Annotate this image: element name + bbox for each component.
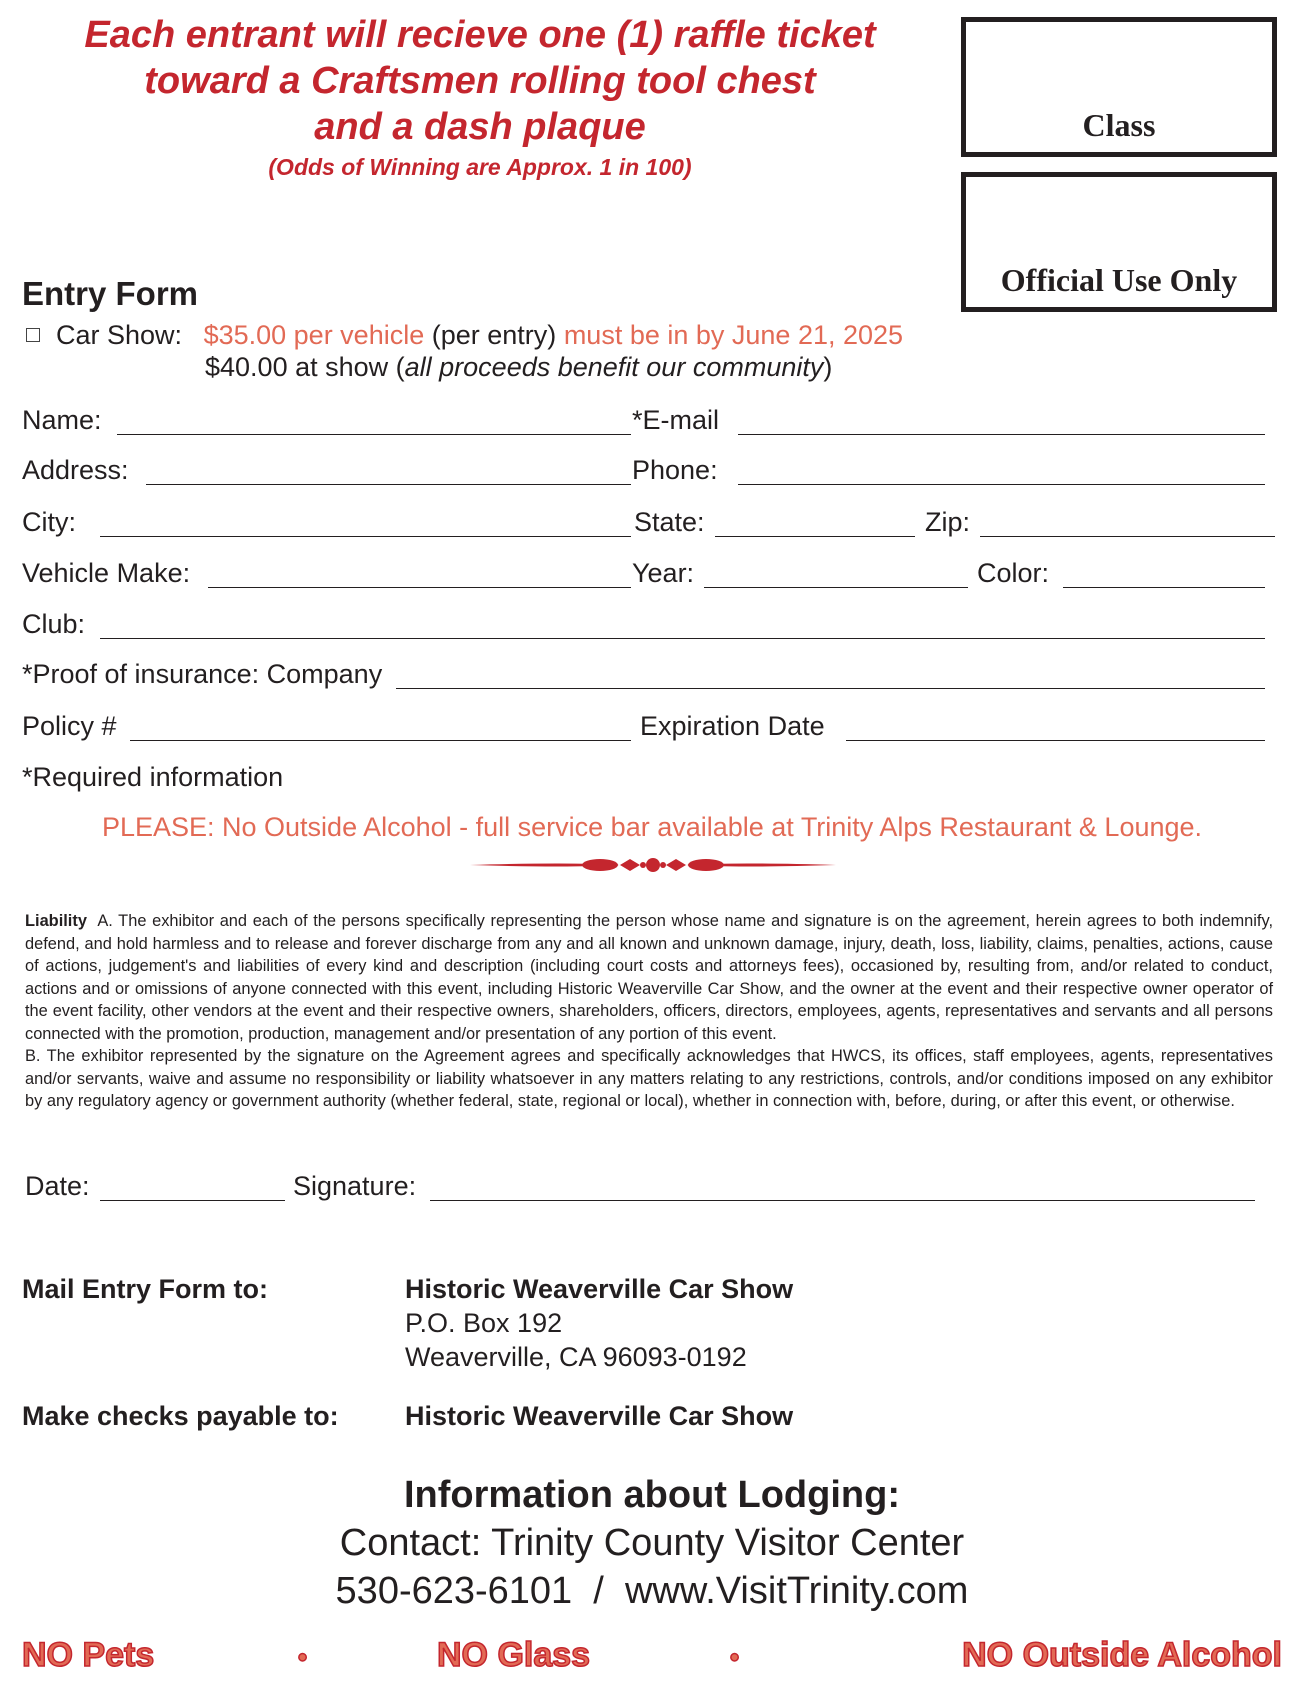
color-field[interactable] xyxy=(1063,587,1265,588)
mail-city: Weaverville, CA 96093-0192 xyxy=(405,1342,747,1372)
raffle-line-3: and a dash plaque xyxy=(314,106,646,148)
liability-part-a: A. The exhibitor and each of the persons specifically representing the person whose name and signature is on the agreement, herein agrees to both indemnify, defend, and hold harmless and to release and forever discharge from any and all known and unknown damage, injury, death, loss, liability, claims, penalties, actions, cause of actions, judgement's and liabilities of every kind and description (including court costs and attorneys fees), occasioned by, resulting from, and/or related to conduct, actions and or omissions of anyone connected with this event, including Historic Weaverville Car Show, and the owner at the event and their respective owner operator of the event facility, other vendors at the event and their respective owners, shareholders, officers, directors, employees, agents, representatives and servants and all persons connected with the promotion, production, management and/or presentation of any portion of this event. xyxy=(25,912,1273,1043)
club-field[interactable] xyxy=(100,638,1265,639)
lodging-contact: Contact: Trinity County Visitor Center xyxy=(339,1522,965,1564)
official-use-label: Official Use Only xyxy=(1000,262,1238,298)
footer-bullet-1: • xyxy=(298,1642,308,1672)
car-show-checkbox[interactable] xyxy=(26,328,40,342)
insurance-company-field[interactable] xyxy=(396,688,1265,689)
class-label: Class xyxy=(1082,107,1156,143)
city-label: City: xyxy=(22,507,76,537)
official-use-box xyxy=(961,172,1277,312)
vehicle-make-label: Vehicle Make: xyxy=(22,558,191,588)
alcohol-notice: PLEASE: No Outside Alcohol - full service bar available at Trinity Alps Restaurant & Lounge. xyxy=(101,812,1203,842)
liability-heading: Liability xyxy=(25,912,87,930)
address-label: Address: xyxy=(22,455,129,485)
mail-po-box: P.O. Box 192 xyxy=(405,1308,563,1338)
raffle-heading xyxy=(20,12,940,150)
club-label: Club: xyxy=(22,609,86,639)
email-field[interactable] xyxy=(738,434,1265,435)
liability-text xyxy=(25,910,1273,1113)
lodging-heading: Information about Lodging: xyxy=(403,1474,900,1516)
footer-bullet-2: • xyxy=(730,1642,740,1672)
phone-field[interactable] xyxy=(738,484,1265,485)
phone-label: Phone: xyxy=(632,455,718,485)
vehicle-make-field[interactable] xyxy=(208,587,631,588)
insurance-label: *Proof of insurance: Company xyxy=(22,659,383,689)
liability-part-b: B. The exhibitor represented by the signature on the Agreement agrees and specifically acknowledges that HWCS, its offices, staff employees, agents, representatives and/or servants, waive and assume no responsibility or liability whatsoever in any matters relating to any restrictions, controls, and/or conditions imposed on any exhibitor by any regulatory agency or government authority (whether federal, state, regional or local), whether in connection with, before, during, or after this event, or otherwise. xyxy=(25,1047,1273,1110)
car-show-deadline: must be in by June 21, 2025 xyxy=(563,320,904,350)
state-label: State: xyxy=(634,507,705,537)
city-field[interactable] xyxy=(100,536,631,537)
email-label: *E-mail xyxy=(632,405,720,435)
class-box[interactable] xyxy=(961,17,1277,157)
footer-no-glass: NO Glass xyxy=(437,1636,591,1674)
name-label: Name: xyxy=(22,405,102,435)
mail-org: Historic Weaverville Car Show xyxy=(405,1274,794,1304)
expiration-field[interactable] xyxy=(846,740,1265,741)
car-show-fee: $35.00 per vehicle xyxy=(203,320,425,350)
car-show-option xyxy=(22,318,903,352)
ornament-divider xyxy=(470,853,836,877)
year-label: Year: xyxy=(632,558,695,588)
signature-field[interactable] xyxy=(430,1200,1255,1201)
footer-no-outside-alcohol: NO Outside Alcohol xyxy=(962,1636,1282,1674)
footer-no-pets: NO Pets xyxy=(22,1636,155,1674)
required-note: *Required information xyxy=(22,762,284,792)
expiration-label: Expiration Date xyxy=(640,711,825,741)
date-field[interactable] xyxy=(100,1200,285,1201)
mail-label: Mail Entry Form to: xyxy=(22,1274,269,1304)
state-field[interactable] xyxy=(715,536,915,537)
raffle-odds: (Odds of Winning are Approx. 1 in 100) xyxy=(268,154,692,180)
checks-org: Historic Weaverville Car Show xyxy=(405,1401,794,1431)
raffle-line-2: toward a Craftsmen rolling tool chest xyxy=(144,60,816,102)
at-show-price: $40.00 at show ( xyxy=(205,352,405,382)
zip-field[interactable] xyxy=(980,536,1275,537)
car-show-per-entry: (per entry) xyxy=(431,320,557,350)
lodging-phone-web: 530-623-6101 / www.VisitTrinity.com xyxy=(335,1570,969,1612)
signature-label: Signature: xyxy=(293,1171,417,1201)
proceeds-note: all proceeds benefit our community xyxy=(404,352,824,382)
date-label: Date: xyxy=(25,1171,90,1201)
color-label: Color: xyxy=(977,558,1050,588)
policy-field[interactable] xyxy=(130,740,631,741)
address-field[interactable] xyxy=(146,484,631,485)
car-show-at-show xyxy=(205,352,832,383)
raffle-line-1: Each entrant will recieve one (1) raffle ticket xyxy=(84,14,876,56)
policy-label: Policy # xyxy=(22,711,117,741)
zip-label: Zip: xyxy=(925,507,971,537)
year-field[interactable] xyxy=(704,587,968,588)
entry-form-title: Entry Form xyxy=(22,275,199,312)
checks-label: Make checks payable to: xyxy=(22,1401,339,1431)
name-field[interactable] xyxy=(117,434,631,435)
close-paren: ) xyxy=(823,352,833,382)
car-show-label: Car Show: xyxy=(56,320,183,350)
